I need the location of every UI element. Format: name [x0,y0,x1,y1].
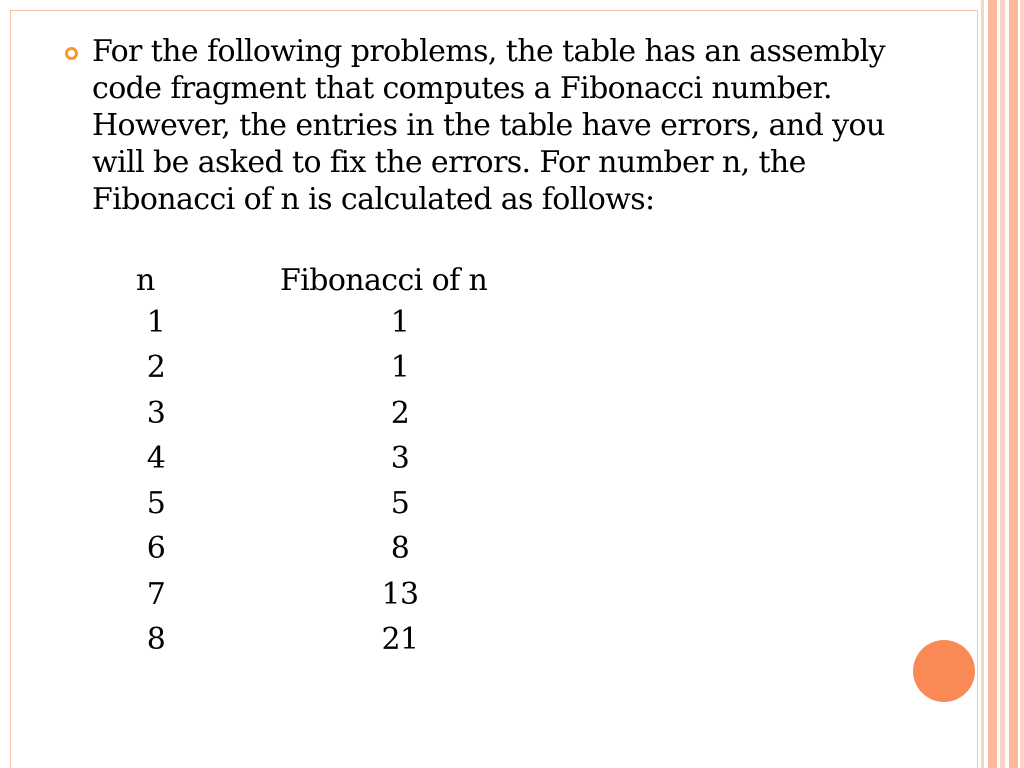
header-fibonacci: Fibonacci of n [280,263,488,298]
cell-n: 6 [146,531,166,567]
cell-n: 2 [146,350,166,386]
cell-fib: 3 [390,440,410,476]
cell-fib: 21 [381,622,419,658]
cell-n: 8 [146,622,166,658]
decorative-stripe [1000,0,1005,768]
cell-n: 1 [146,305,166,340]
header-n: n [136,263,155,298]
cell-fib: 1 [390,305,410,340]
cell-fib: 1 [390,350,410,386]
cell-fib: 5 [390,486,410,522]
cell-n: 7 [146,576,166,612]
decorative-stripe [988,0,997,768]
cell-n: 5 [146,486,166,522]
decorative-circle [913,640,975,702]
cell-fib: 2 [390,395,410,431]
decorative-stripe [1009,0,1018,768]
decorative-stripe [981,0,984,768]
bullet-text: For the following problems, the table has an assembly code fragment that computes a Fibonacci number. However, the entries in the table have errors, and you will be asked to fix the errors. For number n, the Fibonacci of n is calculated as follows: [92,34,886,217]
cell-n: 3 [146,395,166,431]
cell-fib: 13 [381,576,419,612]
cell-fib: 8 [390,531,410,567]
cell-n: 4 [146,440,166,476]
decorative-stripe [1020,0,1024,768]
bullet-ring-icon [65,47,78,60]
